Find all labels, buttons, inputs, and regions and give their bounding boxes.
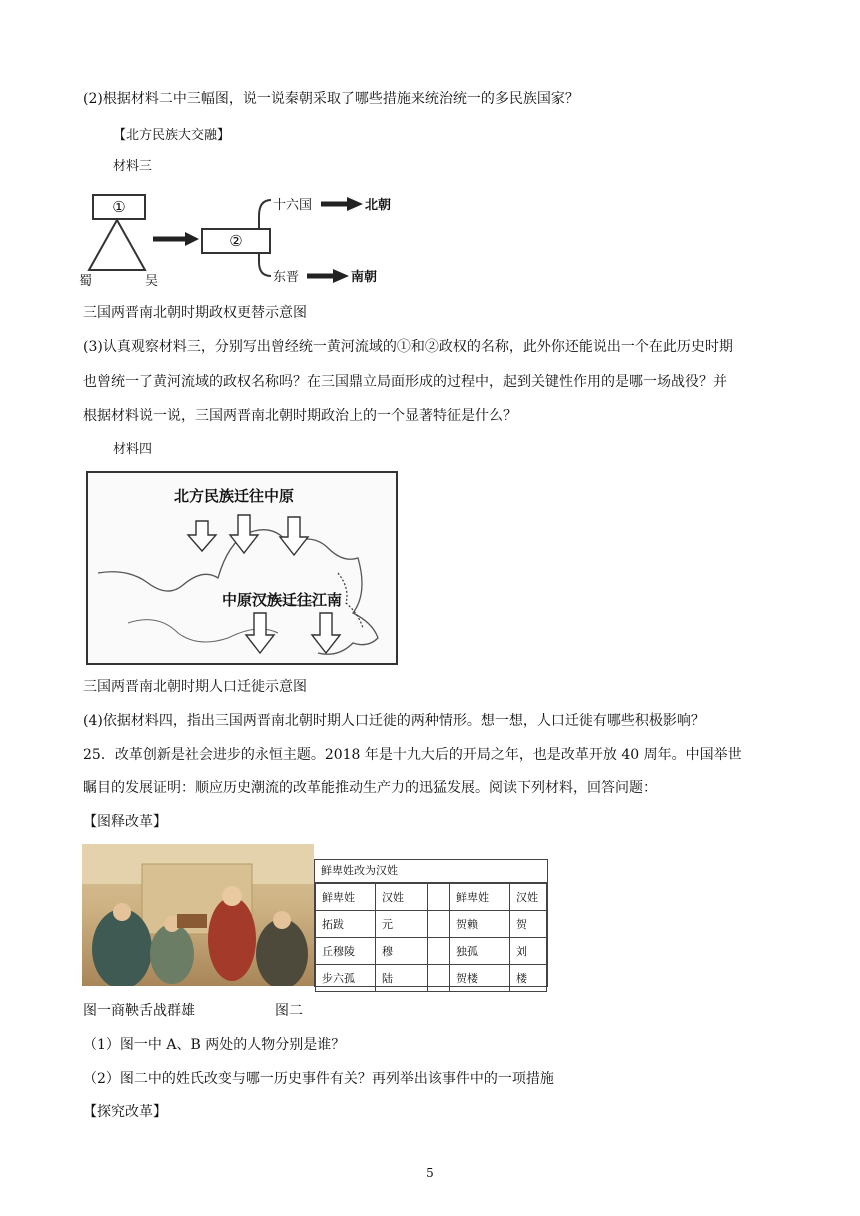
sub-question-1: （1）图一中 A、B 两处的人物分别是谁？ [83,1037,346,1053]
arrow-north-3 [280,517,308,555]
table-cell: 元 [376,911,428,938]
table-cell: 陆 [376,965,428,992]
material-4-caption: 三国两晋南北朝时期人口迁徙示意图 [83,679,307,695]
triangle-shape [89,220,145,270]
table-cell [428,938,450,965]
arrow-north-1 [188,521,216,551]
question-3-line-3: 根据材料说一说，三国两晋南北朝时期政治上的一个显著特征是什么？ [83,408,517,424]
table-row [316,965,547,992]
material-3-caption: 三国两晋南北朝时期政权更替示意图 [83,305,307,321]
table-row [316,911,547,938]
table-cell: 贺赖 [450,911,510,938]
header-cell [428,884,450,911]
material-3-label: 材料三 [113,159,153,174]
page-number: 5 [426,1166,434,1180]
table-cell: 丘穆陵 [316,938,376,965]
label-beichao: 北朝 [365,198,392,213]
box-2: ② [201,228,271,254]
question-3-line-1: (3)认真观察材料三，分别写出曾经统一黄河流域的①和②政权的名称，此外你还能说出一个在此历史时期 [83,339,733,355]
table-cell: 独孤 [450,938,510,965]
sub-question-2: （2）图二中的姓氏改变与哪一历史事件有关？再列举出该事件中的一项措施 [83,1071,554,1087]
table-cell: 贺楼 [450,965,510,992]
question-3-line-2: 也曾统一了黄河流域的政权名称吗？在三国鼎立局面形成的过程中，起到关键性作用的是哪一场战役？并 [83,374,727,390]
table-header-row [316,884,547,911]
painting-graphics [82,844,314,986]
arrow-south-2 [312,613,340,653]
table-cell: 步六孤 [316,965,376,992]
question-25-line-2: 瞩目的发展证明：顺应历史潮流的改革能推动生产力的迅猛发展。阅读下列材料，回答问题： [83,780,657,796]
shang-yang-painting [82,844,314,986]
material-4-label: 材料四 [113,442,153,457]
table-cell: 拓跋 [316,911,376,938]
table-cell [428,965,450,992]
regime-succession-diagram [79,186,403,290]
table-cell: 刘 [510,938,547,965]
label-nanchao: 南朝 [351,270,378,285]
map-label-south: 中原汉族迁往江南 [222,591,343,609]
figure-1-caption: 图一商鞅舌战群雄 [83,1003,195,1019]
table-cell: 贺 [510,911,547,938]
table-cell: 穆 [376,938,428,965]
question-2: (2)根据材料二中三幅图，说一说秦朝采取了哪些措施来统治统一的多民族国家？ [83,91,579,107]
map-label-north: 北方民族迁往中原 [174,487,295,505]
section-heading-tushi: 【图释改革】 [83,814,167,830]
section-heading-tanjiu: 【探究改革】 [83,1104,167,1120]
figure-2-caption: 图二 [275,1003,303,1019]
label-dongjin: 东晋 [273,270,300,285]
header-cell: 鲜卑姓 [450,884,510,911]
box-1: ① [92,194,146,220]
section-heading-north: 【北方民族大交融】 [113,128,231,143]
surname-table [314,859,548,987]
header-cell: 鲜卑姓 [316,884,376,911]
table-cell: 楼 [510,965,547,992]
table-caption: 鲜卑姓改为汉姓 [315,860,547,883]
table-row [316,938,547,965]
label-shu: 蜀 [79,274,93,289]
header-cell: 汉姓 [510,884,547,911]
arrow-north-2 [230,515,258,553]
label-shiliuguo: 十六国 [273,198,313,213]
header-cell: 汉姓 [376,884,428,911]
surname-grid [315,883,547,992]
arrow-south-1 [246,613,274,653]
label-wu: 吴 [145,274,159,289]
migration-map [86,471,398,665]
question-25-line-1: 25．改革创新是社会进步的永恒主题。2018 年是十九大后的开局之年，也是改革开放 40 周年。中国举世 [83,747,742,763]
table-cell [428,911,450,938]
question-4: (4)依据材料四，指出三国两晋南北朝时期人口迁徙的两种情形。想一想，人口迁徙有哪些积极影响？ [83,713,705,729]
